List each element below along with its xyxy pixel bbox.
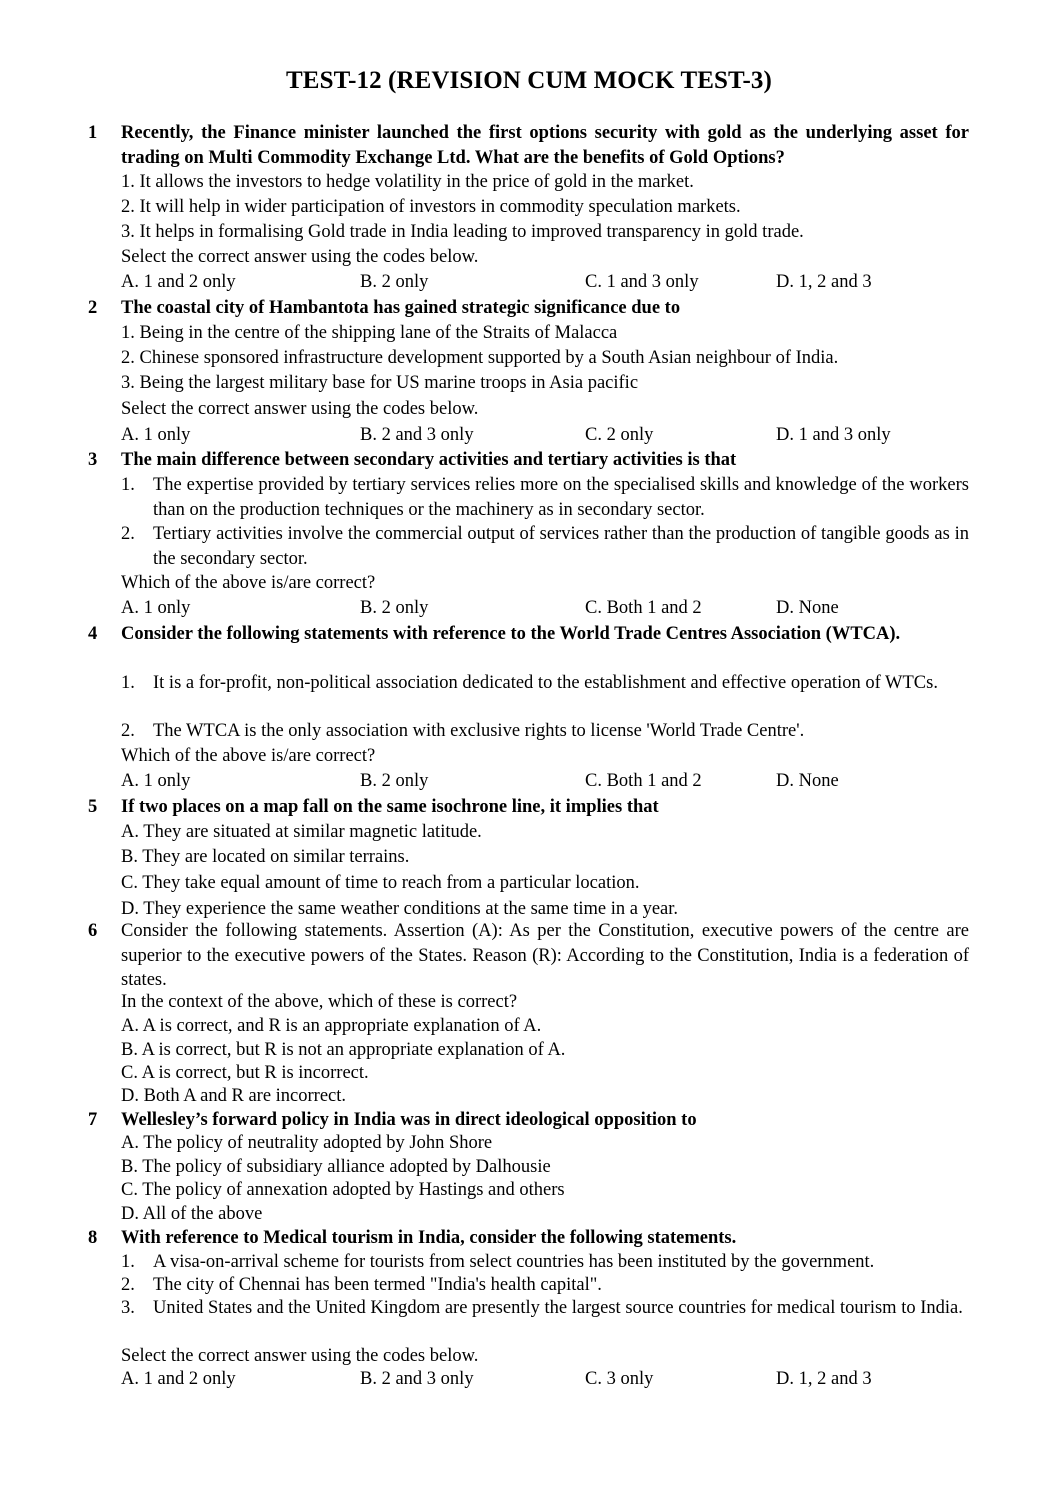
option-c: C. A is correct, but R is incorrect.	[121, 1063, 369, 1083]
question-number: 2	[88, 298, 98, 318]
statement-number: 3.	[121, 1298, 135, 1318]
question-text: The coastal city of Hambantota has gained strategic significance due to	[121, 298, 681, 318]
option-a: A. 1 and 2 only	[121, 272, 236, 292]
answer-prompt: In the context of the above, which of these is correct?	[121, 992, 518, 1012]
answer-prompt: Select the correct answer using the codes below.	[121, 247, 479, 267]
statement-number: 1.	[121, 1252, 135, 1272]
option-c: C. The policy of annexation adopted by Hastings and others	[121, 1180, 565, 1200]
option-a: A. 1 only	[121, 425, 191, 445]
option-b: B. The policy of subsidiary alliance adopted by Dalhousie	[121, 1157, 551, 1177]
statement-text: Tertiary activities involve the commercial output of services rather than the production of tangible goods as in the secondary sector.	[153, 524, 969, 569]
option-b: B. 2 only	[360, 598, 429, 618]
option-c: C. 1 and 3 only	[585, 272, 699, 292]
statement-number: 1.	[121, 475, 135, 495]
option-a: A. 1 only	[121, 771, 191, 791]
option-d: D. They experience the same weather conditions at the same time in a year.	[121, 899, 679, 919]
option-a: A. They are situated at similar magnetic latitude.	[121, 822, 482, 842]
answer-prompt: Select the correct answer using the codes below.	[121, 399, 479, 419]
option-d: D. None	[776, 771, 839, 791]
question-text: Consider the following statements with reference to the World Trade Centres Association (WTCA).	[121, 624, 901, 644]
answer-prompt: Which of the above is/are correct?	[121, 573, 376, 593]
question-number: 7	[88, 1110, 98, 1130]
option-a: A. 1 and 2 only	[121, 1369, 236, 1389]
question-number: 1	[88, 123, 98, 143]
statement: 1. Being in the centre of the shipping lane of the Straits of Malacca	[121, 323, 618, 343]
statement: 2. Chinese sponsored infrastructure development supported by a South Asian neighbour of India.	[121, 348, 839, 368]
option-b: B. 2 and 3 only	[360, 425, 474, 445]
statement: 3. It helps in formalising Gold trade in India leading to improved transparency in gold trade.	[121, 222, 804, 242]
statement-text: The WTCA is the only association with exclusive rights to license 'World Trade Centre'.	[153, 721, 805, 741]
option-c: C. Both 1 and 2	[585, 771, 702, 791]
option-d: D. All of the above	[121, 1204, 263, 1224]
option-c: C. 3 only	[585, 1369, 654, 1389]
answer-prompt: Which of the above is/are correct?	[121, 746, 376, 766]
question-text: If two places on a map fall on the same isochrone line, it implies that	[121, 797, 659, 817]
statement-number: 2.	[121, 1275, 135, 1295]
option-c: C. 2 only	[585, 425, 654, 445]
option-d: D. Both A and R are incorrect.	[121, 1086, 347, 1106]
question-number: 5	[88, 797, 98, 817]
option-b: B. A is correct, but R is not an appropriate explanation of A.	[121, 1040, 566, 1060]
option-a: A. 1 only	[121, 598, 191, 618]
page-title: TEST-12 (REVISION CUM MOCK TEST-3)	[286, 67, 772, 94]
option-c: C. They take equal amount of time to reach from a particular location.	[121, 873, 640, 893]
option-b: B. 2 only	[360, 272, 429, 292]
statement: 2. It will help in wider participation of investors in commodity speculation markets.	[121, 197, 741, 217]
answer-prompt: Select the correct answer using the codes below.	[121, 1346, 479, 1366]
question-text: The main difference between secondary activities and tertiary activities is that	[121, 450, 737, 470]
question-text: Wellesley’s forward policy in India was in direct ideological opposition to	[121, 1110, 697, 1130]
question-text: With reference to Medical tourism in India, consider the following statements.	[121, 1228, 737, 1248]
statement-text: The city of Chennai has been termed "India's health capital".	[153, 1275, 602, 1295]
question-text: Consider the following statements. Assertion (A): As per the Constitution, executive powers of the centre are superior to the executive powers of the States. Reason (R): According to the Constitution, India is a federation of states.	[121, 921, 969, 990]
question-number: 4	[88, 624, 98, 644]
statement-text: The expertise provided by tertiary services relies more on the specialised skills and knowledge of the workers than on the production techniques or the machinery as in secondary sector.	[153, 475, 969, 520]
question-number: 6	[88, 921, 98, 941]
option-a: A. The policy of neutrality adopted by John Shore	[121, 1133, 493, 1153]
statement: 1. It allows the investors to hedge volatility in the price of gold in the market.	[121, 172, 694, 192]
statement-number: 2.	[121, 524, 135, 544]
statement-text: It is a for-profit, non-political association dedicated to the establishment and effective operation of WTCs.	[153, 673, 938, 693]
question-text: Recently, the Finance minister launched the first options security with gold as the underlying asset for trading on Multi Commodity Exchange Ltd. What are the benefits of Gold Options?	[121, 123, 969, 168]
statement: 3. Being the largest military base for US marine troops in Asia pacific	[121, 373, 639, 393]
option-b: B. They are located on similar terrains.	[121, 847, 410, 867]
option-d: D. 1 and 3 only	[776, 425, 891, 445]
statement-text: A visa-on-arrival scheme for tourists from select countries has been instituted by the government.	[153, 1252, 875, 1272]
option-b: B. 2 only	[360, 771, 429, 791]
option-c: C. Both 1 and 2	[585, 598, 702, 618]
option-d: D. 1, 2 and 3	[776, 272, 872, 292]
question-number: 8	[88, 1228, 98, 1248]
option-d: D. None	[776, 598, 839, 618]
statement-number: 2.	[121, 721, 135, 741]
statement-text: United States and the United Kingdom are presently the largest source countries for medical tourism to India.	[153, 1298, 963, 1318]
question-number: 3	[88, 450, 98, 470]
option-b: B. 2 and 3 only	[360, 1369, 474, 1389]
statement-number: 1.	[121, 673, 135, 693]
option-d: D. 1, 2 and 3	[776, 1369, 872, 1389]
option-a: A. A is correct, and R is an appropriate explanation of A.	[121, 1016, 542, 1036]
